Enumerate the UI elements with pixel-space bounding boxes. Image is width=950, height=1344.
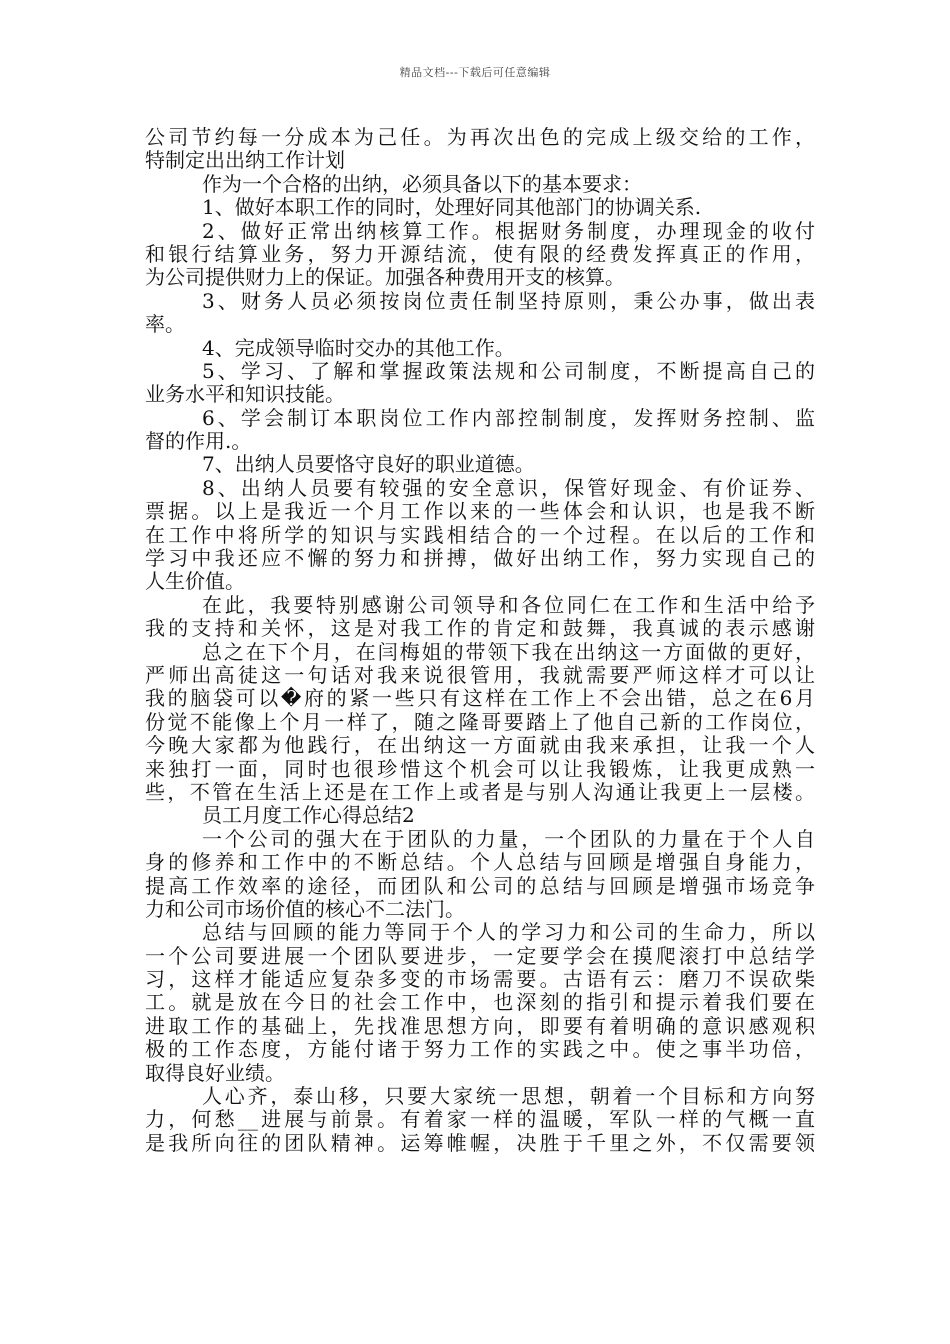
text-line: 6、学会制订本职岗位工作内部控制制度，发挥财务控制、监 [202, 405, 815, 430]
text-line: 我的支持和关怀，这是对我工作的肯定和鼓舞，我真诚的表示感谢 [145, 616, 815, 641]
text-line: 学习中我还应不懈的努力和拼搏，做好出纳工作，努力实现自己的 [145, 546, 815, 571]
text-line: 力和公司市场价值的核心不二法门。 [145, 896, 465, 921]
text-line: 票据。以上是我近一个月工作以来的一些体会和认识，也是我不断 [145, 499, 815, 524]
text-line: 总结与回顾的能力等同于个人的学习力和公司的生命力，所以 [202, 920, 815, 945]
text-line: 率。 [145, 312, 185, 337]
text-line: 总之在下个月，在闫梅姐的带领下我在出纳这一方面做的更好， [202, 639, 815, 664]
text-line: 特制定出出纳工作计划 [145, 148, 345, 173]
text-line: 力，何愁__进展与前景。有着家一样的温暖，军队一样的气概一直 [145, 1107, 815, 1132]
text-line: 员工月度工作心得总结2 [202, 803, 415, 828]
text-line: 一个公司要进展一个团队要进步，一定要学会在摸爬滚打中总结学 [145, 943, 815, 968]
text-line: 督的作用.。 [145, 429, 252, 454]
text-line: 和银行结算业务，努力开源结流，使有限的经费发挥真正的作用， [145, 241, 815, 266]
text-line: 进取工作的基础上，先找准思想方向，即要有着明确的意识感观积 [145, 1013, 815, 1038]
text-line: 取得良好业绩。 [145, 1060, 285, 1085]
text-line: 是我所向往的团队精神。运筹帷幄，决胜于千里之外，不仅需要领 [145, 1130, 815, 1155]
text-line: 习，这样才能适应复杂多变的市场需要。古语有云：磨刀不误砍柴 [145, 967, 815, 992]
text-line: 身的修养和工作中的不断总结。个人总结与回顾是增强自身能力， [145, 850, 815, 875]
text-line: 些，不管在生活上还是在工作上或者是与别人沟通让我更上一层楼。 [145, 779, 815, 804]
text-line: 1、做好本职工作的同时，处理好同其他部门的协调关系. [202, 195, 702, 220]
text-line: 严师出高徒这一句话对我来说很管用，我就需要严师这样才可以让 [145, 662, 815, 687]
text-line: 作为一个合格的出纳，必须具备以下的基本要求： [202, 171, 642, 196]
text-line: 我的脑袋可以�府的紧一些只有这样在工作上不会出错，总之在6月 [145, 686, 815, 711]
text-line: 来独打一面，同时也很珍惜这个机会可以让我锻炼，让我更成熟一 [145, 756, 815, 781]
text-line: 在工作中将所学的知识与实践相结合的一个过程。在以后的工作和 [145, 522, 815, 547]
text-line: 在此，我要特别感谢公司领导和各位同仁在工作和生活中给予 [202, 592, 815, 617]
text-line: 业务水平和知识技能。 [145, 382, 345, 407]
text-line: 人心齐，泰山移，只要大家统一思想，朝着一个目标和方向努 [202, 1084, 815, 1109]
text-line: 为公司提供财力上的保证。加强各种费用开支的核算。 [145, 265, 625, 290]
text-line: 2、做好正常出纳核算工作。根据财务制度，办理现金的收付 [202, 218, 815, 243]
page-header: 精品文档---下载后可任意编辑 [399, 66, 551, 79]
document-body [145, 126, 815, 1155]
text-line: 公司节约每一分成本为己任。为再次出色的完成上级交给的工作， [145, 125, 815, 149]
text-line: 今晚大家都为他践行，在出纳这一方面就由我来承担，让我一个人 [145, 733, 815, 758]
text-line: 极的工作态度，方能付诸于努力工作的实践之中。使之事半功倍， [145, 1037, 815, 1062]
text-line: 3、财务人员必须按岗位责任制坚持原则，秉公办事，做出表 [202, 288, 815, 313]
text-line: 工。就是放在今日的社会工作中，也深刻的指引和提示着我们要在 [145, 990, 815, 1015]
text-line: 4、完成领导临时交办的其他工作。 [202, 335, 515, 360]
text-line: 提高工作效率的途径，而团队和公司的总结与回顾是增强市场竞争 [145, 873, 815, 898]
text-line: 7、出纳人员要恪守良好的职业道德。 [202, 452, 535, 477]
text-line: 份觉不能像上个月一样了，随之隆哥要踏上了他自己新的工作岗位， [145, 709, 815, 734]
text-line: 一个公司的强大在于团队的力量，一个团队的力量在于个人自 [202, 826, 815, 851]
text-line: 人生价值。 [145, 569, 245, 594]
text-line: 8、出纳人员要有较强的安全意识，保管好现金、有价证券、 [202, 475, 815, 500]
text-line: 5、学习、了解和掌握政策法规和公司制度，不断提高自己的 [202, 358, 815, 383]
